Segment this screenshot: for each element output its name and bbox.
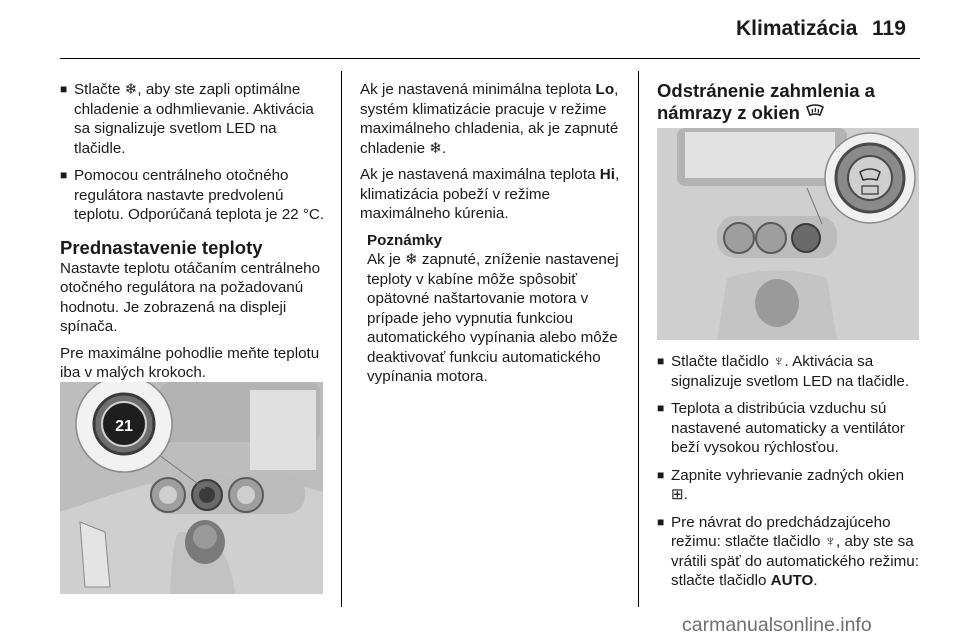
note-text: Ak je ❄ zapnuté, zníženie nastavenej teploty v kabíne môže spôsobiť opätovné naštartovanie motora v prípade jeho vypnutia funkciou automatického vypínania alebo môže deaktivovať funkciu automatického vypínania motora. bbox=[367, 251, 619, 385]
bullet-item: ■ Stlačte ❄, aby ste zapli optimálne chladenie a odhmlievanie. Aktivácia sa signalizuje svetlom LED na tlačidle. bbox=[60, 80, 332, 158]
figure-defrost-button-illustration bbox=[657, 128, 919, 340]
section-heading: Prednastavenie teploty bbox=[60, 236, 263, 258]
column-3 bbox=[657, 80, 925, 124]
column-3-bullets bbox=[657, 352, 925, 599]
paragraph-text: Ak je nastavená minimálna teplota bbox=[360, 81, 596, 98]
header-rule bbox=[60, 58, 920, 59]
watermark: carmanualsonline.info bbox=[682, 614, 872, 636]
figure-climate-knob bbox=[60, 382, 323, 594]
section-heading-text: Odstránenie zahmlenia a námrazy z okien bbox=[657, 80, 875, 123]
windshield-defrost-icon bbox=[805, 102, 825, 124]
lo-label: Lo bbox=[595, 81, 615, 98]
paragraph-text: , klimatizácia pobeží v režime maximálneho kúrenia. bbox=[360, 166, 620, 222]
figure-climate-knob-illustration bbox=[60, 382, 323, 594]
bullet-text-end: . bbox=[813, 572, 818, 589]
bullet-text: Pre návrat do predchádzajúceho režimu: stlačte tlačidlo ♆, aby ste sa vrátili späť do automatického režimu: stlačte tlačidlo bbox=[671, 513, 919, 589]
bullet-item: ■ Zapnite vyhrievanie zadných okien ⊞. bbox=[657, 466, 925, 505]
column-2 bbox=[360, 80, 632, 387]
paragraph-text: Ak je nastavená maximálna teplota bbox=[360, 166, 600, 183]
paragraph: Nastavte teplotu otáčaním centrálneho otočného regulátora na požadovanú hodnotu. Je zobrazená na displeji spínača. bbox=[60, 259, 321, 335]
bullet-item: ■ Pomocou centrálneho otočného regulátora nastavte predvolenú teplotu. Odporúčaná teplota je 22 °C. bbox=[60, 166, 332, 225]
column-divider-2 bbox=[638, 71, 639, 607]
paragraph bbox=[360, 80, 632, 158]
page-number: 119 bbox=[872, 17, 906, 40]
bullet-item: ■ Teplota a distribúcia vzduchu sú nastavené automaticky a ventilátor beží vysokou rýchlosťou. bbox=[657, 399, 925, 458]
knob-display-value: 21 bbox=[115, 418, 133, 435]
paragraph: Pre maximálne pohodlie meňte teplotu iba v malých krokoch. bbox=[60, 344, 320, 381]
note-title: Poznámky bbox=[367, 231, 443, 249]
page-header-title: Klimatizácia bbox=[736, 17, 858, 40]
note-block bbox=[342, 231, 632, 387]
bullet-item: ■ Stlačte tlačidlo ♆. Aktivácia sa signalizuje svetlom LED na tlačidle. bbox=[657, 352, 925, 391]
bullet-item bbox=[657, 513, 925, 591]
column-1 bbox=[60, 80, 332, 390]
section-heading bbox=[657, 80, 925, 124]
hi-label: Hi bbox=[599, 166, 615, 183]
paragraph-text: , systém klimatizácie pracuje v režime maximálneho chladenia, ak je zapnuté chladenie ❄. bbox=[360, 81, 619, 157]
paragraph bbox=[360, 165, 632, 224]
auto-label: AUTO bbox=[770, 572, 814, 589]
figure-defrost-button bbox=[657, 128, 919, 340]
